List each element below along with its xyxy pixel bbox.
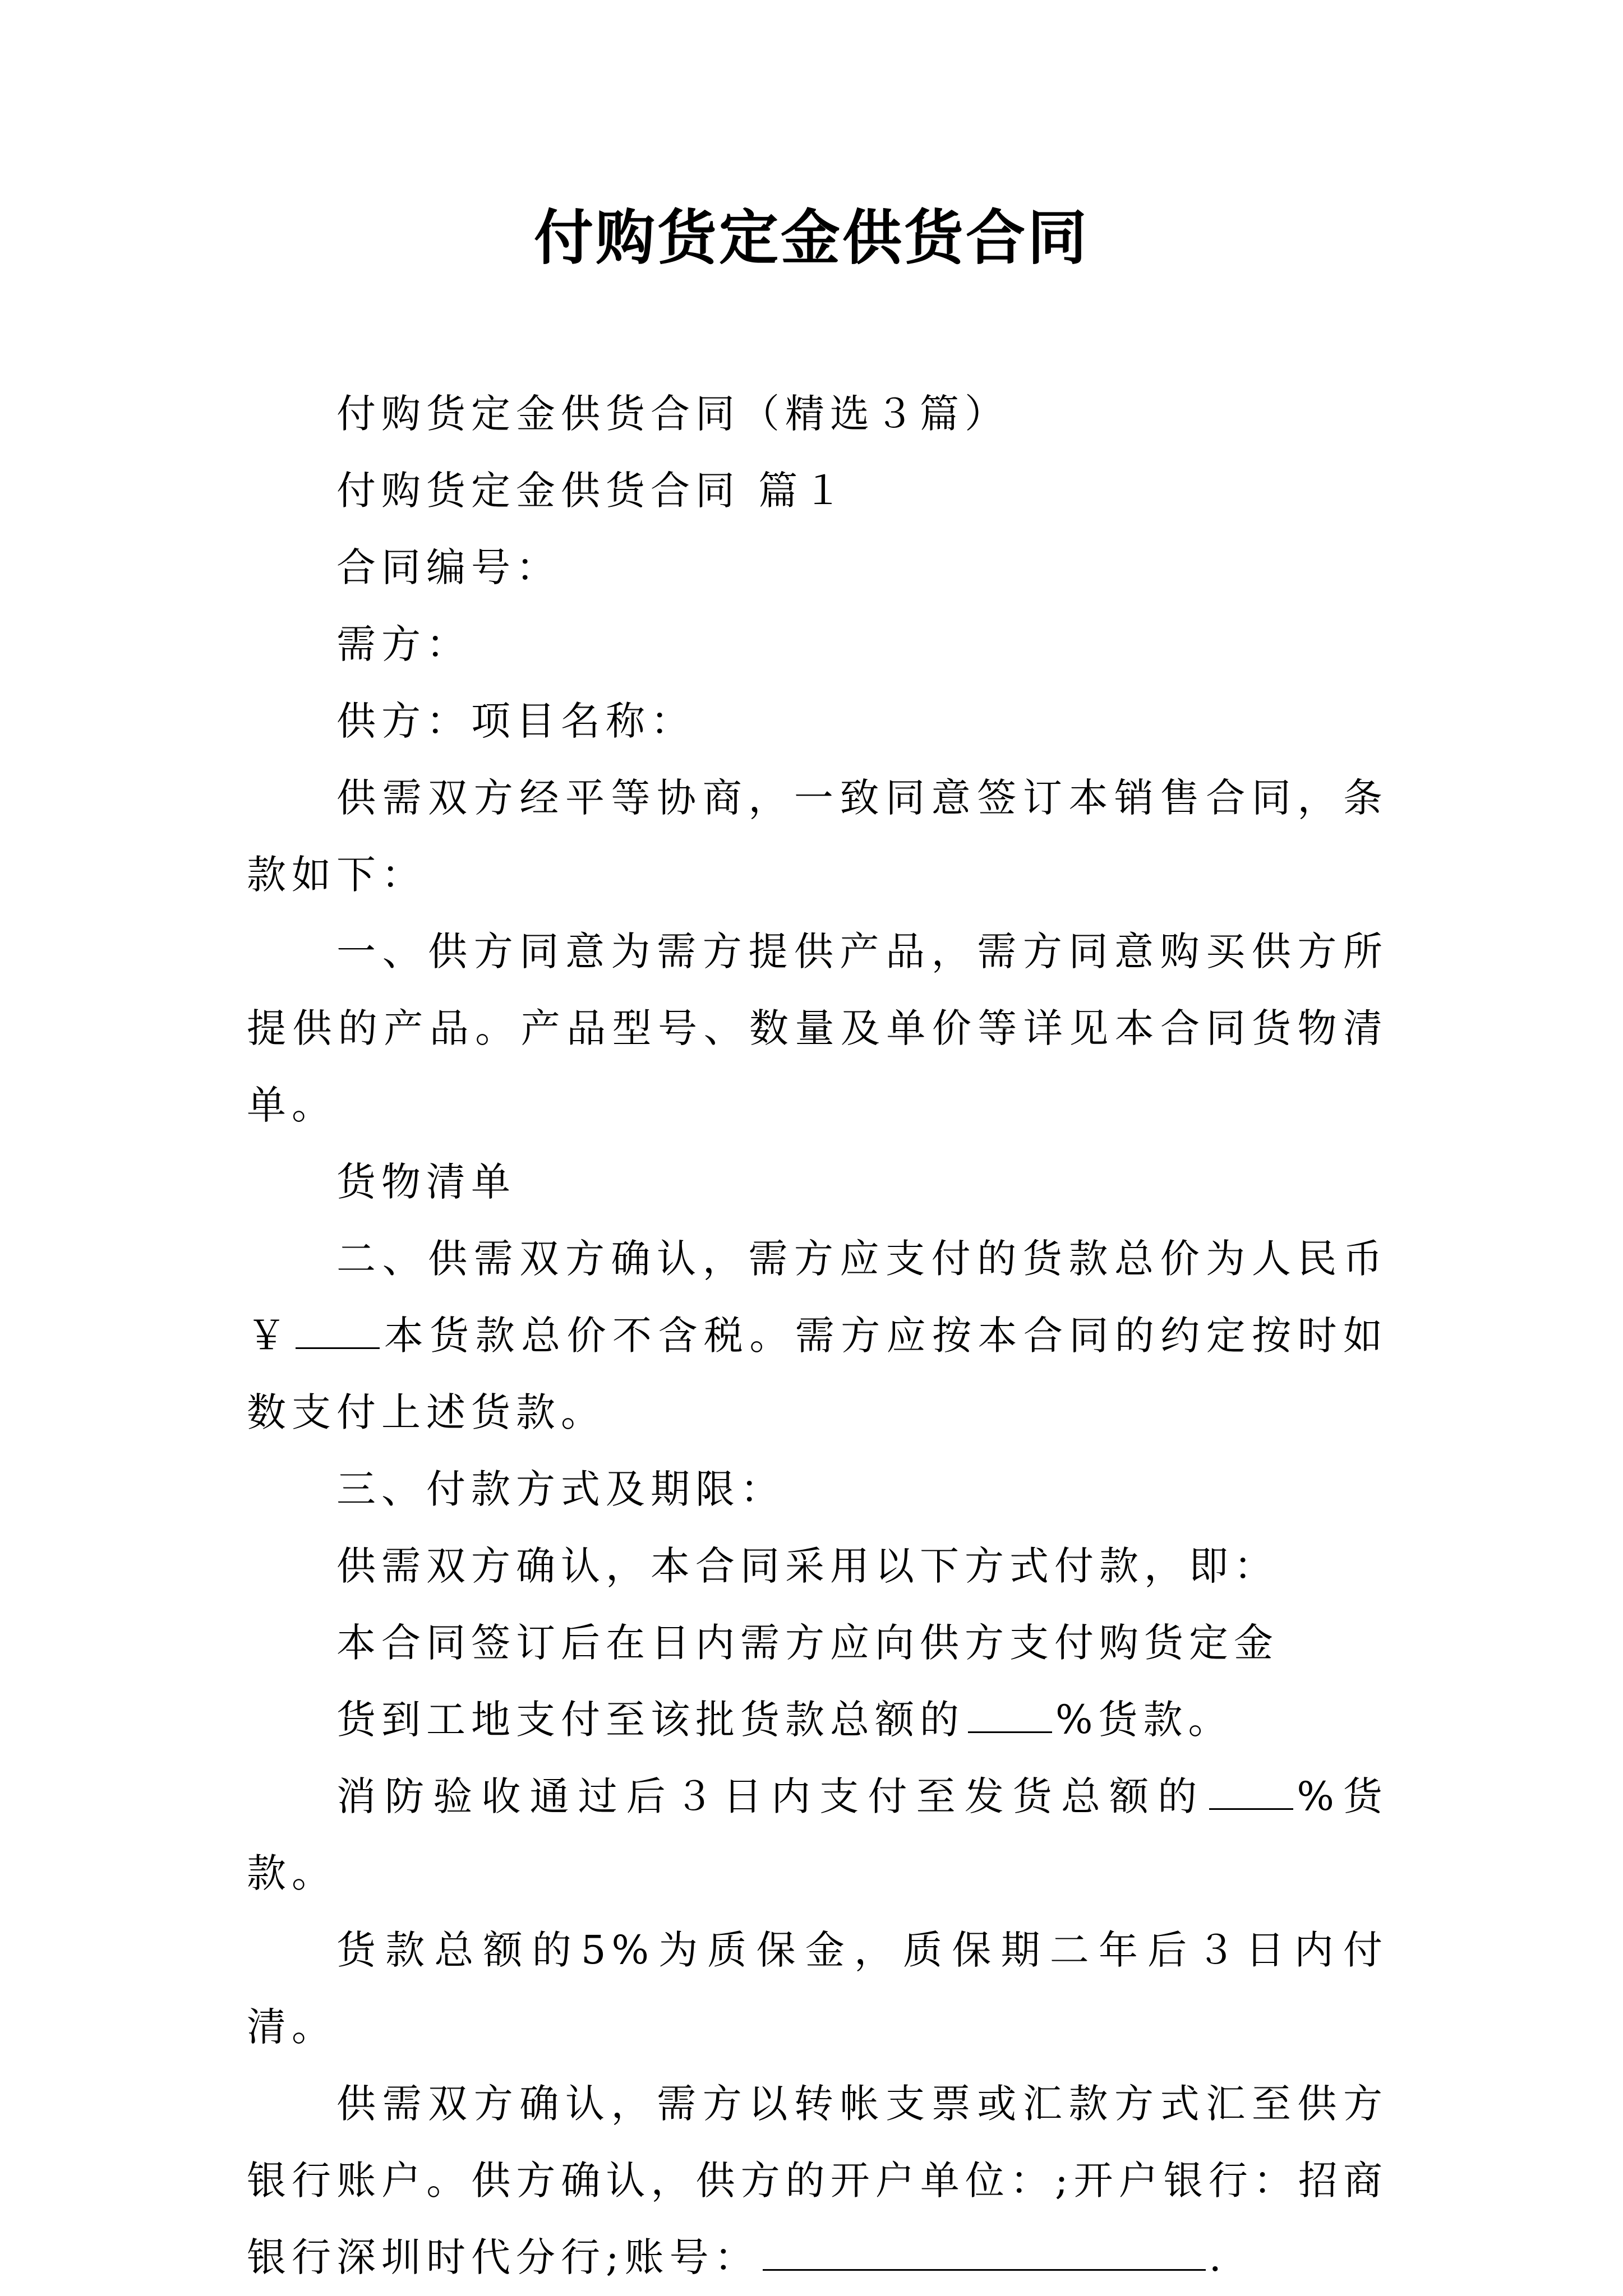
text-run: 货到工地支付至该批货款总额的 [336, 1697, 965, 1743]
fill-in-blank [763, 2232, 1206, 2271]
paragraph: 付购货定金供货合同（精选３篇） [336, 391, 1009, 437]
paragraph: 供方：项目名称： [336, 698, 695, 744]
document-body [247, 376, 1388, 2296]
paragraph [247, 1681, 1388, 1758]
text-run: 供需双方确认，需方以转帐支票或汇款方式汇至供方银行账户。供方确认，供方的开户单位：;开户银行：招商银行深圳时代分行;账号： [247, 2081, 1388, 2280]
paragraph [247, 1758, 1388, 1912]
paragraph: 本合同签订后在日内需方应向供方支付购货定金 [336, 1620, 1279, 1666]
document-title: 付购货定金供货合同 [534, 204, 1089, 272]
paragraph: 三、付款方式及期限： [336, 1466, 785, 1512]
paragraph: 付购货定金供货合同 篇１ [336, 468, 849, 514]
text-run: %货款。 [1055, 1697, 1233, 1743]
paragraph: 货物清单 [336, 1159, 516, 1205]
paragraph [247, 1221, 1388, 1451]
text-run: %货款。 [247, 1773, 1389, 1896]
paragraph: 合同编号： [336, 544, 561, 590]
paragraph: 货款总额的5%为质保金，质保期二年后３日内付清。 [247, 1927, 1388, 2050]
paragraph: 需方： [336, 621, 471, 667]
text-run: . [1209, 2234, 1227, 2280]
paragraph: 供需双方经平等协商，一致同意签订本销售合同，条款如下： [247, 775, 1388, 898]
text-run: 二、供需双方确认，需方应支付的货款总价为人民币￥ [247, 1236, 1388, 1359]
fill-in-blank [968, 1694, 1052, 1734]
paragraph [247, 2066, 1388, 2296]
paragraph: 供需双方确认，本合同采用以下方式付款，即： [336, 1543, 1279, 1589]
text-run: 本货款总价不含税。需方应按本合同的约定按时如数支付上述货款。 [247, 1313, 1389, 1435]
text-run: 消防验收通过后３日内支付至发货总额的 [336, 1773, 1206, 1819]
fill-in-blank [1209, 1771, 1293, 1810]
fill-in-blank [296, 1310, 380, 1350]
paragraph: 一、供方同意为需方提供产品，需方同意购买供方所提供的产品。产品型号、数量及单价等详见本合同货物清单。 [247, 928, 1388, 1128]
